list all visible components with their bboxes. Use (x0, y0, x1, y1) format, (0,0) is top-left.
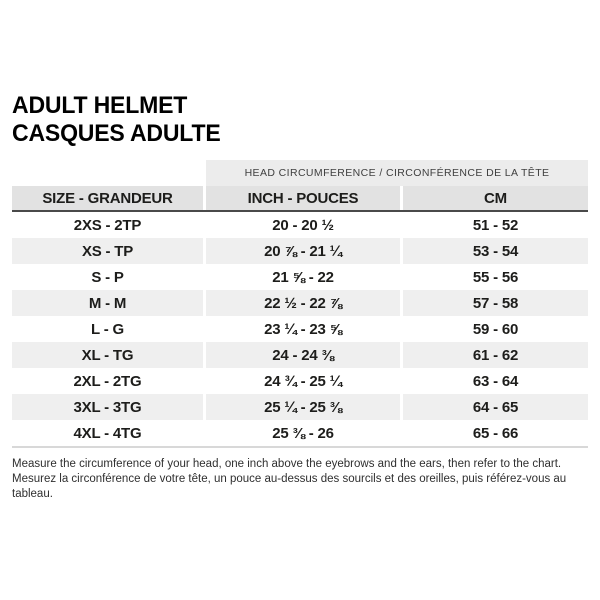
table-rows (12, 212, 588, 448)
table-row (12, 342, 588, 368)
cm-cell: 63 - 64 (403, 368, 588, 394)
inch-cell: 20 - 20 ½ (206, 212, 400, 238)
column-header-size: SIZE - GRANDEUR (12, 186, 203, 210)
cm-cell: 55 - 56 (403, 264, 588, 290)
size-cell: 4XL - 4TG (12, 420, 203, 446)
table-row (12, 212, 588, 238)
page-title-fr: CASQUES ADULTE (12, 120, 221, 147)
size-cell: M - M (12, 290, 203, 316)
size-cell: XS - TP (12, 238, 203, 264)
span-header: HEAD CIRCUMFERENCE / CIRCONFÉRENCE DE LA TÊTE (206, 160, 588, 186)
footer-note (12, 457, 588, 502)
cm-cell: 57 - 58 (403, 290, 588, 316)
column-header-cm: CM (403, 186, 588, 210)
inch-cell: 25 ⅜ - 26 (206, 420, 400, 446)
inch-cell: 23 ¼ - 23 ⅝ (206, 316, 400, 342)
cm-cell: 61 - 62 (403, 342, 588, 368)
size-cell: L - G (12, 316, 203, 342)
column-header-row (12, 186, 588, 212)
inch-cell: 25 ¼ - 25 ⅜ (206, 394, 400, 420)
footer-note-fr: Mesurez la circonférence de votre tête, un pouce au-dessus des sourcils et des oreilles, puis référez-vous au tableau. (12, 473, 567, 500)
column-header-inch: INCH - POUCES (206, 186, 400, 210)
table-row (12, 394, 588, 420)
inch-cell: 22 ½ - 22 ⅞ (206, 290, 400, 316)
footer-note-en: Measure the circumference of your head, one inch above the eyebrows and the ears, then refer to the chart. (12, 458, 562, 470)
size-table (12, 160, 588, 448)
size-cell: 2XS - 2TP (12, 212, 203, 238)
span-header-row (12, 160, 588, 186)
cm-cell: 53 - 54 (403, 238, 588, 264)
inch-cell: 20 ⅞ - 21 ¼ (206, 238, 400, 264)
page-title (12, 92, 221, 148)
table-row (12, 264, 588, 290)
table-row (12, 420, 588, 446)
cm-cell: 65 - 66 (403, 420, 588, 446)
size-cell: 3XL - 3TG (12, 394, 203, 420)
table-row (12, 238, 588, 264)
table-row (12, 316, 588, 342)
inch-cell: 24 ¾ - 25 ¼ (206, 368, 400, 394)
inch-cell: 24 - 24 ⅜ (206, 342, 400, 368)
size-cell: S - P (12, 264, 203, 290)
table-row (12, 290, 588, 316)
cm-cell: 64 - 65 (403, 394, 588, 420)
span-header-spacer (12, 160, 206, 186)
size-cell: XL - TG (12, 342, 203, 368)
page-title-en: ADULT HELMET (12, 92, 188, 119)
inch-cell: 21 ⅝ - 22 (206, 264, 400, 290)
size-cell: 2XL - 2TG (12, 368, 203, 394)
table-row (12, 368, 588, 394)
cm-cell: 59 - 60 (403, 316, 588, 342)
cm-cell: 51 - 52 (403, 212, 588, 238)
